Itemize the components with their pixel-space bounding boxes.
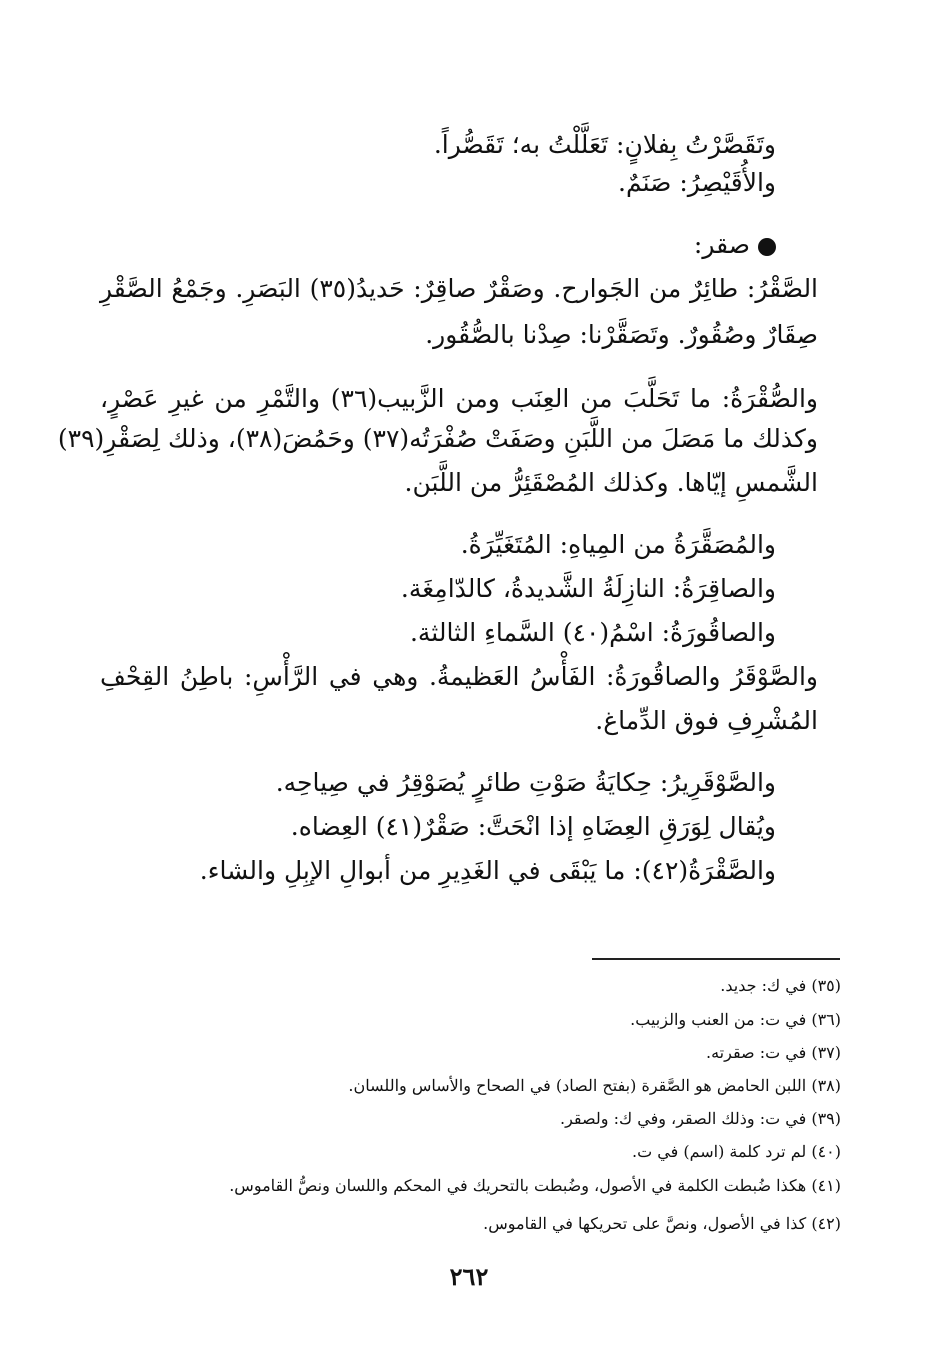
text-line: والصاقُورَةُ: اسْمُ(٤٠) السَّماءِ الثالثة. bbox=[409, 618, 776, 647]
text-line: الصَّقْرُ: طائِرٌ من الجَوارح. وصَقْرٌ صاقِرٌ: حَديدُ(٣٥) البَصَرِ. وجَمْعُ الصَّقْرِ bbox=[100, 274, 819, 303]
text-line: والصُّقْرَةُ: ما تَحَلَّبَ من العِنَب ومن الزَّبيب(٣٦) والتَّمْرِ من غيرِ عَصْرٍ، bbox=[100, 384, 818, 413]
footnote: (٣٧) في ت: صقرته. bbox=[706, 1043, 841, 1062]
footnote: (٣٥) في ك: جديد. bbox=[720, 976, 841, 995]
entry-heading bbox=[694, 228, 776, 262]
footnote: (٤١) هكذا ضُبطت الكلمة في الأصول، وضُبطت بالتحريك في المحكم واللسان ونصُّ القاموس. bbox=[229, 1176, 841, 1195]
footnote: (٣٨) اللبن الحامض هو الصَّقرة (بفتح الصاد) في الصحاح والأساس واللسان. bbox=[348, 1076, 841, 1095]
text-line: وكذلك ما مَصَلَ من اللَّبَنِ وصَفَتْ صُفْرَتُه(٣٧) وحَمُضَ(٣٨)، وذلك لِصَقْرِ(٣٩) bbox=[57, 424, 818, 453]
footnote: (٣٦) في ت: من العنب والزبيب. bbox=[630, 1010, 841, 1029]
footnote: (٤٠) لم ترد كلمة (اسم) في ت. bbox=[632, 1142, 841, 1161]
text-line: والأُقَيْصِرُ: صَنَمٌ. bbox=[618, 168, 776, 197]
text-line: والصاقِرَةُ: النازِلَةُ الشَّديدةُ، كالدّامِغَة. bbox=[400, 574, 776, 603]
entry-heading-text: صقر: bbox=[693, 230, 750, 259]
text-line: ويُقال لِوَرَقِ العِضَاهِ إذا انْحَتَّ: صَقْرٌ(٤١) العِضاه. bbox=[290, 812, 776, 841]
text-line: والمُصَقَّرَةُ من المِياهِ: المُتَغَيِّرَةُ. bbox=[460, 530, 776, 559]
footnote-divider bbox=[592, 958, 840, 960]
text-line: والصَّوْقَرُ والصاقُورَةُ: الفَأْسُ العَظيمةُ. وهي في الرَّأْسِ: باطِنُ القِحْفِ bbox=[100, 662, 818, 691]
text-line: المُشْرِفِ فوق الدِّماغ. bbox=[595, 706, 818, 735]
text-line: وتَقَصَّرْتُ بِفلانٍ: تَعَلَّلْتُ به؛ تَقَصُّراً. bbox=[433, 130, 776, 159]
text-line: والصَّوْقَرِيرُ: حِكايَةُ صَوْتِ طائرٍ يُصَوْقِرُ في صِياحِه. bbox=[275, 768, 776, 797]
text-line: الشَّمسِ إيّاها. وكذلك المُصْقَئِرُّ من اللَّبَن. bbox=[404, 468, 818, 497]
text-line: صِقَارٌ وصُقُورٌ. وتَصَقَّرْنا: صِدْنا بالصُّقُور. bbox=[425, 320, 818, 349]
page-number: ٢٦٢ bbox=[449, 1262, 489, 1291]
footnote: (٤٢) كذا في الأصول، ونصَّ على تحريكها في القاموس. bbox=[483, 1214, 841, 1233]
footnote: (٣٩) في ت: وذلك الصقر، وفي ك: ولصقر. bbox=[560, 1109, 841, 1128]
text-line: والصَّقْرَةُ(٤٢): ما يَبْقَى في الغَدِيرِ من أبوالِ الإبِلِ والشاء. bbox=[199, 856, 776, 885]
